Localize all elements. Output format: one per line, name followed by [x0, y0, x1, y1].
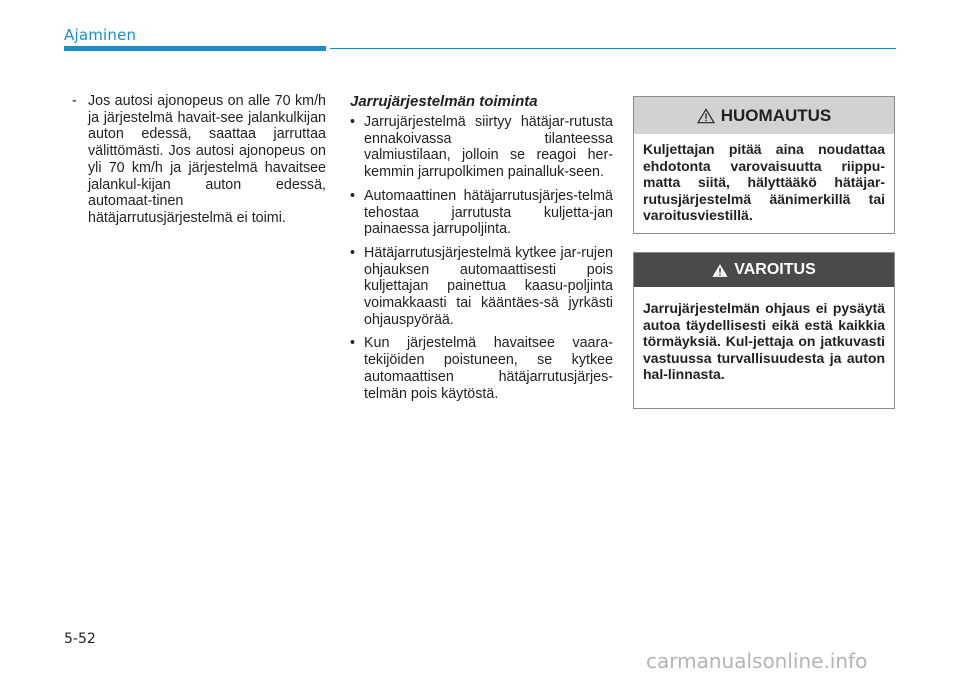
list-item	[350, 335, 613, 402]
list-item-text: Automaattinen hätäjarrutusjärjes-telmä tehostaa jarrutusta kuljetta-jan painaessa jarrupoljinta.	[364, 187, 613, 238]
caution-box	[633, 96, 895, 234]
bullet-list	[350, 114, 613, 402]
column-left	[72, 93, 326, 227]
warning-triangle-filled-icon	[712, 263, 728, 278]
header-rule-thin	[330, 48, 896, 49]
caution-title: HUOMAUTUS	[720, 105, 832, 125]
subsection-heading: Jarrujärjestelmän toiminta	[350, 93, 538, 110]
dash-list-item	[72, 93, 326, 227]
watermark: carmanualsonline.info	[646, 649, 868, 673]
header-rule-thick	[64, 46, 326, 51]
warning-text: Jarrujärjestelmän ohjaus ei pysäytä autoa täydellisesti eikä estä kaikkia törmäyksiä. Kul-jettaja on jatkuvasti vastuussa turvallisuudesta ja auton hal-linnasta.	[643, 300, 885, 382]
list-item	[350, 188, 613, 238]
caution-header	[634, 97, 894, 134]
section-title: Ajaminen	[64, 26, 137, 44]
list-item-text: Hätäjarrutusjärjestelmä kytkee jar-rujen ohjauksen automaattisesti pois kuljettajan painettua kaasu-poljinta voimakkaasti tai kääntäes-sä jyrkästi ohjauspyörää.	[364, 244, 613, 328]
bullet-icon: •	[350, 187, 356, 204]
list-item-text: Kun järjestelmä havaitsee vaara-tekijöiden poistuneen, se kytkee automaattisen hätäjarrutusjärjes-telmän pois käytöstä.	[364, 335, 613, 402]
column-middle	[350, 93, 613, 409]
list-item	[350, 245, 613, 329]
warning-box	[633, 252, 895, 409]
bullet-icon: •	[350, 114, 356, 130]
warning-triangle-outline-icon	[697, 108, 715, 124]
dash-mark: -	[72, 93, 77, 109]
list-item-text: Jarrujärjestelmä siirtyy hätäjar-rutusta ennakoivassa tilanteessa valmiustilaan, jolloin se reagoi her-kemmin jarrupolkimen painalluk-seen.	[364, 114, 613, 181]
dash-item-text: Jos autosi ajonopeus on alle 70 km/h ja järjestelmä havait-see jalankulkijan auton edessä, saattaa jarruttaa välittömästi. Jos autosi ajonopeus on yli 70 km/h ja järjestelmä havaitsee jalankul-kijan auton edessä, automaat-tinen hätäjarrutusjärjestelmä ei toimi.	[88, 93, 326, 226]
caution-text: Kuljettajan pitää aina noudattaa ehdotonta varovaisuutta riippu-matta siitä, hälyttääkö hätäjar-rutusjärjestelmä äänimerkillä tai varoitusviestillä.	[643, 141, 885, 223]
bullet-icon: •	[350, 244, 356, 261]
list-item	[350, 114, 613, 181]
page-number: 5-52	[64, 631, 96, 647]
bullet-icon: •	[350, 335, 356, 352]
warning-title: VAROITUS	[734, 261, 816, 278]
warning-header	[634, 253, 894, 287]
